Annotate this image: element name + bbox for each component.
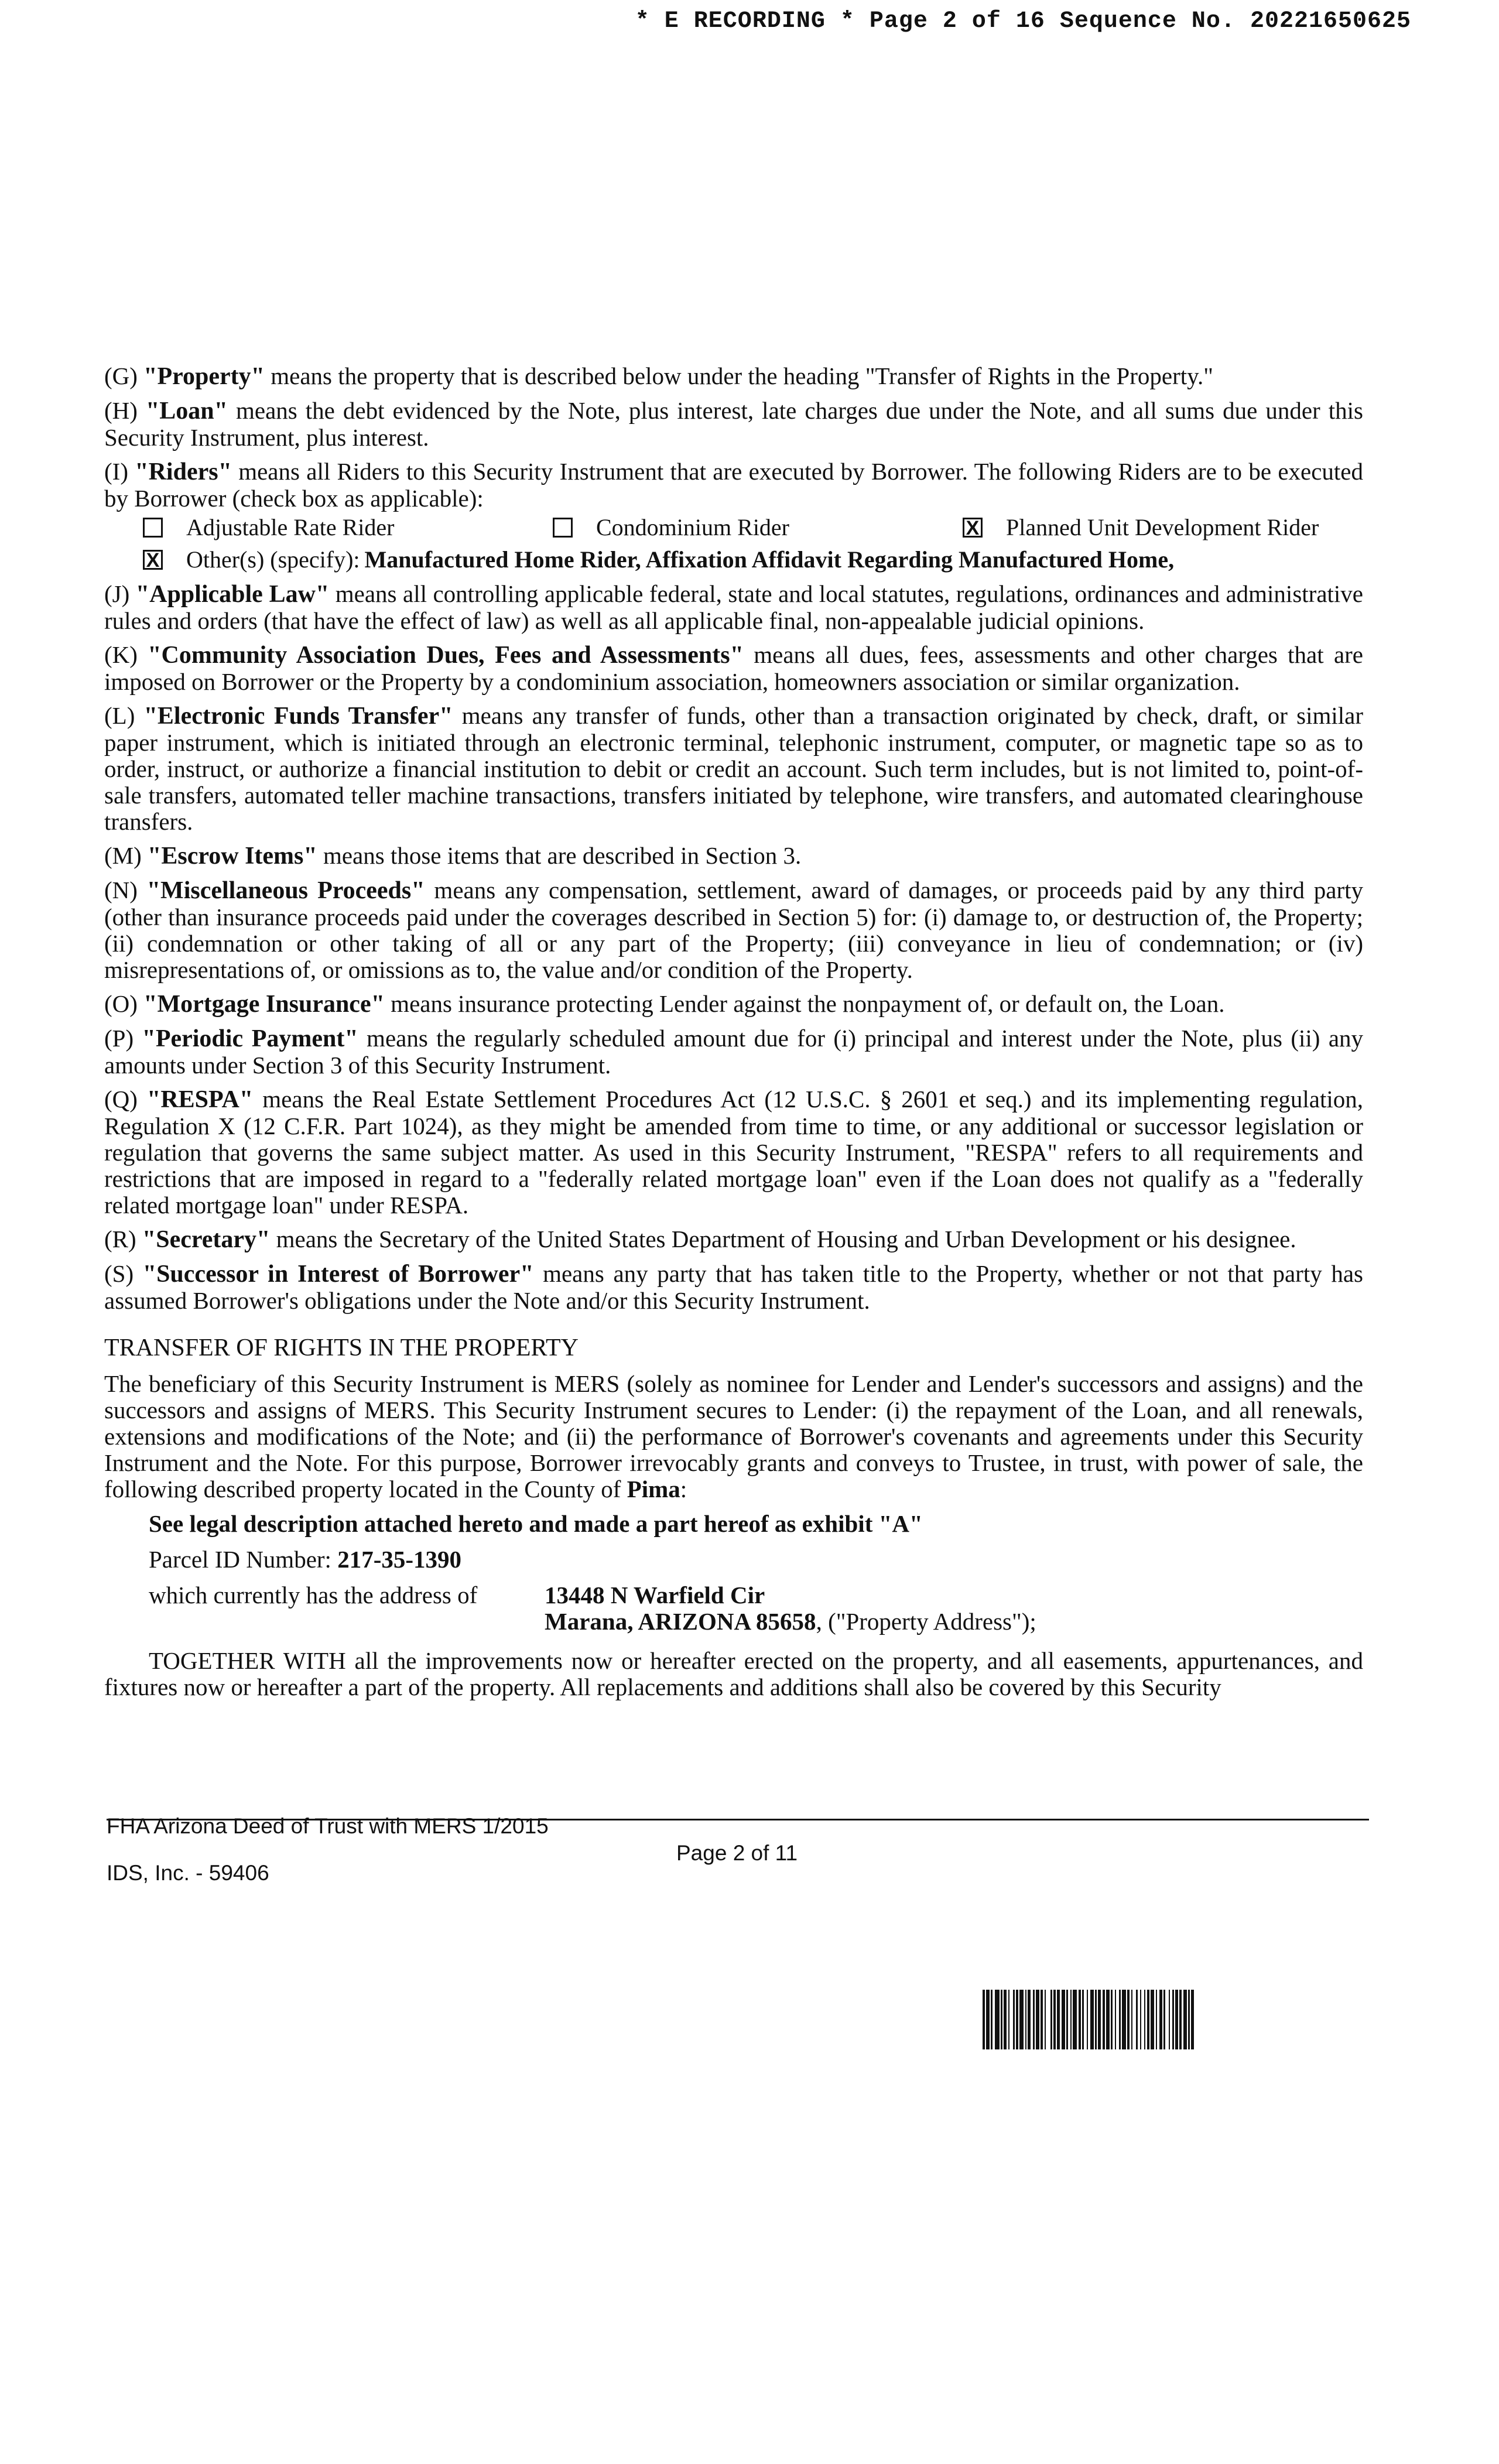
definition-n: (N) "Miscellaneous Proceeds" means any compensation, settlement, award of damages, or proceeds paid by any third party (other than insurance proceeds paid under the coverages described in Section 5) for: (i) damage to, or destruction of, the Property; (ii) condemnation or other taking of all or any part of the Property; (iii) conveyance in lieu of condemnation; or (iv) misrepresentations of, or omissions as to, the value and/or condition of the Property. [104, 877, 1364, 983]
definition-k: (K) "Community Association Dues, Fees and Assessments" means all dues, fees, assessments and other charges that are imposed on Borrower or the Property by a condominium association, homeowners association or similar organization. [104, 641, 1364, 695]
definition-j: (J) "Applicable Law" means all controlling applicable federal, state and local statutes, regulations, ordinances and administrative rules and orders (that have the effect of law) as well as all applicable final, non-appealable judicial opinions. [104, 580, 1363, 634]
barcode-bar [1046, 1990, 1050, 2049]
rider-planned-unit: X Planned Unit Development Rider [924, 514, 1363, 540]
rider-condominium: Condominium Rider [514, 514, 924, 540]
definition-p: (P) "Periodic Payment" means the regularly scheduled amount due for (i) principal and interest under the Note, plus (ii) any amounts under Section 3 of this Security Instrument. [104, 1025, 1364, 1079]
definition-r: (R) "Secretary" means the Secretary of the United States Department of Housing and Urban Development or his designee. [104, 1226, 1296, 1253]
definition-i: (I) "Riders" means all Riders to this Security Instrument that are executed by Borrower. The following Riders are to be executed by Borrower (check box as applicable): [104, 458, 1364, 512]
rider-checkbox[interactable] [553, 518, 573, 538]
barcode-bar [1019, 1990, 1024, 2049]
footer-page-number: Page 2 of 11 [676, 1841, 798, 1865]
definition-m: (M) "Escrow Items" means those items that are described in Section 3. [104, 842, 802, 870]
barcode-bar [995, 1990, 1000, 2049]
barcode-bar [1122, 1990, 1126, 2049]
document-body [104, 363, 1363, 1708]
definition-o: (O) "Mortgage Insurance" means insurance protecting Lender against the nonpayment of, or default on, the Loan. [104, 990, 1225, 1018]
definition-s: (S) "Successor in Interest of Borrower" means any party that has taken title to the Property, whether or not that party has assumed Borrower's obligations under the Note and/or this Security Instrument. [104, 1260, 1364, 1314]
footer-vendor: IDS, Inc. - 59406 [107, 1861, 269, 1885]
legal-description: See legal description attached hereto and made a part hereof as exhibit "A" [149, 1510, 923, 1537]
barcode-bar [1194, 1990, 1196, 2049]
rider-checklist [104, 514, 1363, 540]
footer-form-name: FHA Arizona Deed of Trust with MERS 1/2015 [107, 1814, 549, 1838]
property-address: which currently has the address of 13448 N Warfield Cir Marana, ARIZONA 85658, ("Property Address"); [149, 1582, 1036, 1635]
definition-g: (G) "Property" means the property that is described below under the heading "Transfer of Rights in the Property." [104, 362, 1213, 390]
rider-checkbox-checked[interactable]: X [143, 550, 163, 570]
section-heading-transfer: TRANSFER OF RIGHTS IN THE PROPERTY [104, 1334, 579, 1361]
recording-header: * E RECORDING * Page 2 of 16 Sequence No. 20221650625 [635, 8, 1411, 35]
together-paragraph: TOGETHER WITH all the improvements now or hereafter erected on the property, and all easements, appurtenances, and fixtures now or hereafter a part of the property. All replacements and additions shall also be covered by this Security [104, 1647, 1363, 1700]
rider-other: X Other(s) (specify): Manufactured Home Rider, Affixation Affidavit Regarding Manufactured Home, [104, 546, 1363, 573]
definition-l: (L) "Electronic Funds Transfer" means any transfer of funds, other than a transaction originated by check, draft, or similar paper instrument, which is initiated through an electronic terminal, telephonic instrument, computer, or magnetic tape so as to order, instruct, or authorize a financial institution to debit or credit an account. Such term includes, but is not limited to, point-of-sale transfers, automated teller machine transactions, transfers initiated by telephone, wire transfers, and automated clearinghouse transfers. [104, 702, 1364, 835]
barcode-bar [1073, 1990, 1077, 2049]
rider-checkbox[interactable] [143, 518, 163, 538]
rider-adjustable-rate: Adjustable Rate Rider [104, 514, 514, 540]
definition-q: (Q) "RESPA" means the Real Estate Settlement Procedures Act (12 U.S.C. § 2601 et seq.) and its implementing regulation, Regulation X (12 C.F.R. Part 1024), as they might be amended from time to time, or any additional or successor legislation or regulation that governs the same subject matter. As used in this Security Instrument, "RESPA" refers to all requirements and restrictions that are imposed in regard to a "federally related mortgage loan" even if the Loan does not qualify as a "federally related mortgage loan" under RESPA. [104, 1086, 1364, 1219]
rider-checkbox-checked[interactable]: X [963, 518, 983, 538]
definition-h: (H) "Loan" means the debt evidenced by the Note, plus interest, late charges due under the Note, and all sums due under this Security Instrument, plus interest. [104, 397, 1364, 451]
barcode [983, 1990, 1367, 2049]
transfer-paragraph: The beneficiary of this Security Instrument is MERS (solely as nominee for Lender and Lender's successors and assigns) and the successors and assigns of MERS. This Security Instrument secures to Lender: (i) the repayment of the Loan, and all renewals, extensions and modifications of the Note; and (ii) the performance of Borrower's covenants and agreements under this Security Instrument and the Note. For this purpose, Borrower irrevocably grants and conveys to Trustee, in trust, with power of sale, the following described property located in the County of Pima: [104, 1370, 1363, 1503]
parcel-id: Parcel ID Number: 217-35-1390 [149, 1546, 462, 1573]
